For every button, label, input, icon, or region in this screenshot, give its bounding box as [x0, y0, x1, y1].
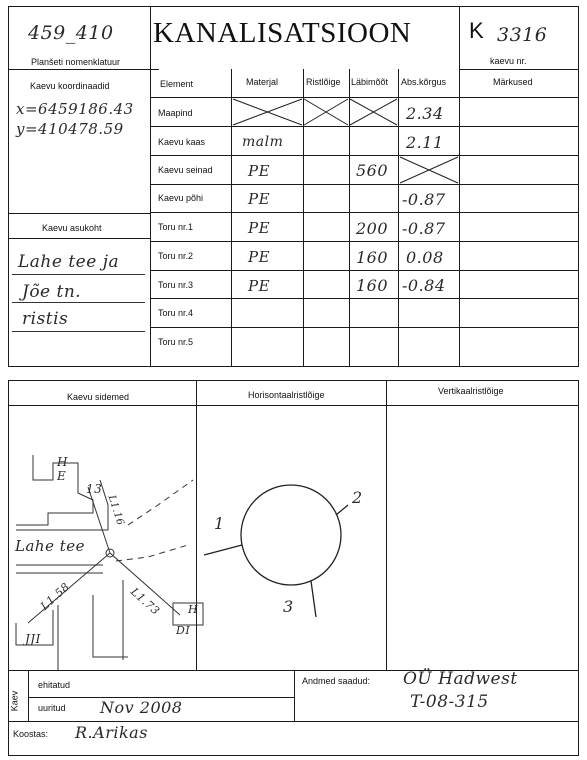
- sketch-pipe-top: L1.16: [105, 493, 126, 528]
- horizontal-section-drawing: [196, 405, 386, 670]
- vertical-section-label: Vertikaalristlõige: [438, 386, 504, 396]
- sketch-pipe-left: L1.58: [38, 580, 73, 613]
- row-elevation-5: 0.08: [406, 248, 444, 267]
- row-element-1: Kaevu kaas: [158, 137, 206, 147]
- row-element-3: Kaevu põhi: [158, 193, 204, 203]
- sketch-building-right: H: [188, 603, 199, 616]
- sketch-building-top-num: 13: [86, 482, 103, 496]
- connections-label: Kaevu sidemed: [67, 392, 130, 402]
- nomenclature-value: 459_410: [28, 22, 114, 44]
- row-elevation-3: -0.87: [402, 190, 446, 209]
- row-diameter-4: 200: [356, 219, 389, 238]
- data-source-line-1: OÜ Hadwest: [403, 669, 518, 689]
- coordinate-y: y=410478.59: [16, 120, 124, 138]
- measured-label: uuritud: [38, 703, 66, 713]
- pipe-label-3: 3: [283, 597, 294, 616]
- pipe-label-2: 2: [352, 488, 363, 507]
- well-number: 3316: [497, 24, 548, 46]
- row-element-6: Toru nr.3: [158, 280, 194, 290]
- row-element-4: Toru nr.1: [158, 222, 194, 232]
- coordinate-x: x=6459186.43: [16, 100, 134, 118]
- horizontal-section-label: Horisontaalristlõige: [248, 390, 325, 400]
- col-header-material: Materjal: [246, 77, 279, 87]
- row-material-6: PE: [248, 277, 271, 295]
- location-line-2: Jõe tn.: [22, 282, 82, 302]
- sketch-street-label: Lahe tee: [15, 537, 85, 555]
- measured-value: Nov 2008: [100, 698, 183, 717]
- row-elevation-1: 2.11: [406, 133, 444, 152]
- row-diameter-5: 160: [356, 248, 389, 267]
- row-material-4: PE: [248, 219, 271, 237]
- col-header-diameter: Läbimõõt: [351, 77, 389, 87]
- row-element-5: Toru nr.2: [158, 251, 194, 261]
- col-header-cross: Ristlõige: [306, 77, 341, 87]
- pipe-label-1: 1: [214, 514, 225, 533]
- row-elevation-6: -0.84: [402, 276, 446, 295]
- compiled-value: R.Arikas: [75, 723, 148, 742]
- crossed-cells: [0, 0, 587, 370]
- data-source-line-2: T-08-315: [410, 692, 489, 712]
- data-source-label: Andmed saadud:: [302, 676, 371, 686]
- footer-section-label: Kaev: [9, 690, 20, 712]
- row-material-1: malm: [242, 134, 284, 150]
- row-element-2: Kaevu seinad: [158, 165, 213, 175]
- row-material-3: PE: [248, 190, 271, 208]
- row-elevation-0: 2.34: [406, 104, 444, 123]
- row-diameter-6: 160: [356, 276, 389, 295]
- col-header-elevation: Abs.kõrgus: [401, 77, 447, 87]
- row-diameter-2: 560: [356, 161, 389, 180]
- row-material-5: PE: [248, 248, 271, 266]
- row-element-7: Toru nr.4: [158, 308, 194, 318]
- compiled-label: Koostas:: [13, 729, 49, 739]
- well-letter: K: [469, 18, 484, 43]
- sketch-building-top-2: E: [57, 469, 67, 483]
- page-title: KANALISATSIOON: [153, 17, 412, 49]
- row-elevation-4: -0.87: [402, 219, 446, 238]
- col-header-element: Element: [160, 79, 194, 89]
- well-number-label: kaevu nr.: [490, 56, 527, 66]
- nomenclature-label: Planšeti nomenklatuur: [31, 57, 121, 67]
- col-header-notes: Märkused: [493, 77, 533, 87]
- row-material-2: PE: [248, 162, 271, 180]
- row-element-8: Toru nr.5: [158, 337, 194, 347]
- location-line-1: Lahe tee ja: [18, 252, 120, 272]
- location-label: Kaevu asukoht: [42, 223, 102, 233]
- sketch-building-right-2: DI: [176, 624, 191, 637]
- built-label: ehitatud: [38, 680, 71, 690]
- coordinates-label: Kaevu koordinaadid: [30, 81, 110, 91]
- sketch-pipe-right: L1.73: [128, 585, 163, 618]
- sketch-building-left: JJI: [25, 632, 41, 646]
- row-element-0: Maapind: [158, 108, 193, 118]
- location-line-3: ristis: [22, 309, 69, 329]
- sketch-building-top: H: [57, 455, 68, 469]
